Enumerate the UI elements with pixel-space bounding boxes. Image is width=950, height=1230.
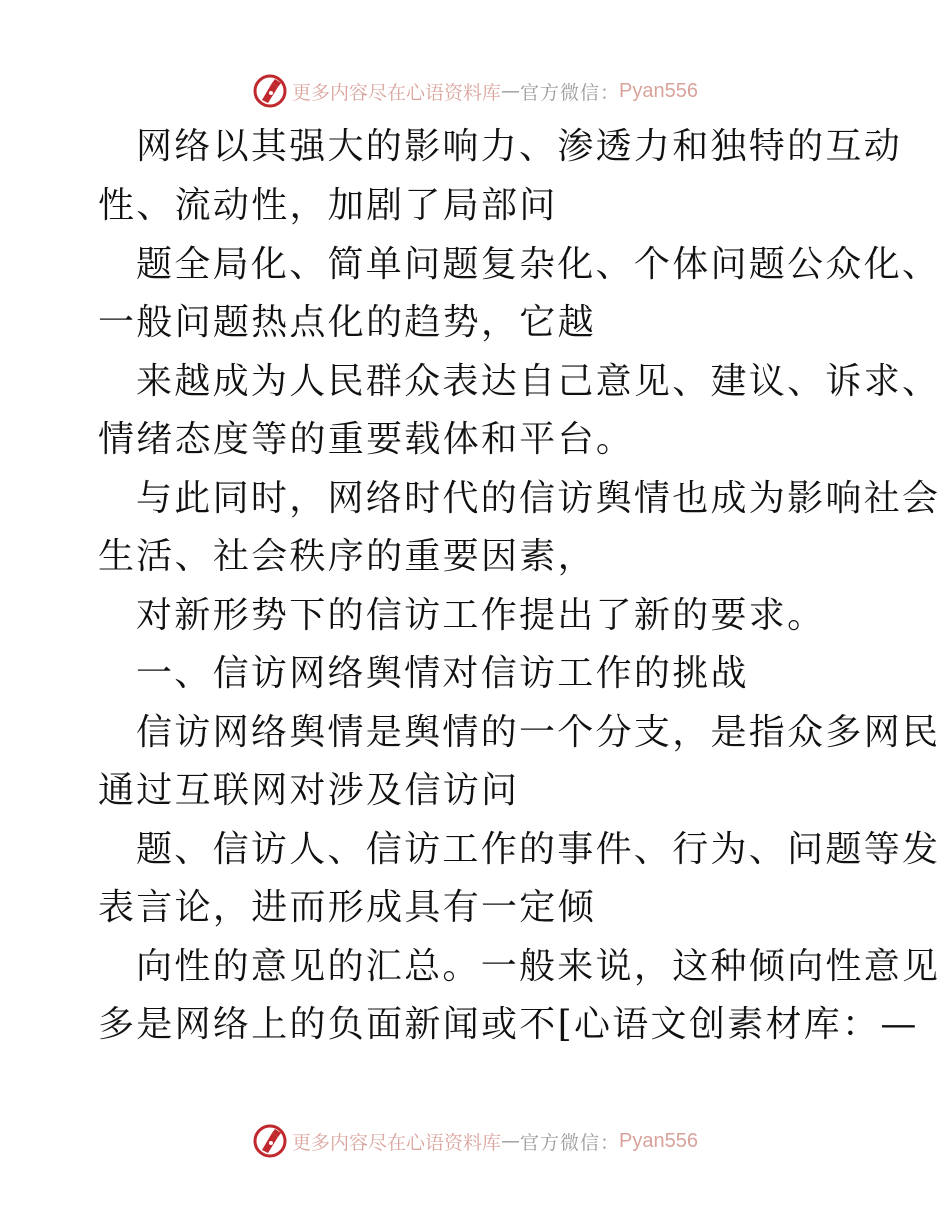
banner-wechat-id: Pyan556: [619, 79, 698, 102]
body-line: 情绪态度等的重要载体和平台。: [98, 419, 635, 460]
banner-wechat-label: 官方微信: [520, 1131, 601, 1154]
body-line: 与此同时，网络时代的信访舆情也成为影响社会: [136, 478, 941, 519]
body-line: 生活、社会秩序的重要因素，: [98, 536, 596, 577]
banner-wechat-label: 官方微信: [520, 81, 601, 104]
body-line: 一般问题热点化的趋势，它越: [98, 302, 596, 343]
body-line: 题、信访人、信访工作的事件、行为、问题等发: [136, 829, 941, 870]
body-line: 表言论，进而形成具有一定倾: [98, 887, 596, 928]
body-line: 来越成为人民群众表达自己意见、建议、诉求、: [136, 361, 941, 402]
banner-separator: ：: [600, 81, 620, 104]
footer-banner: [0, 1121, 950, 1161]
pen-nib-logo-icon: [252, 1123, 288, 1159]
body-line: 性、流动性，加剧了局部问: [98, 185, 558, 226]
body-line: 题全局化、简单问题复杂化、个体问题公众化、: [136, 244, 941, 285]
banner-dash: —: [501, 1130, 520, 1152]
body-line: 多是网络上的负面新闻或不[心语文创素材库：—: [98, 1004, 919, 1045]
section-heading: 一、信访网络舆情对信访工作的挑战: [136, 653, 749, 694]
body-line: 网络以其强大的影响力、渗透力和独特的互动: [136, 126, 903, 167]
banner-dash: —: [501, 80, 520, 102]
banner-wechat-id: Pyan556: [619, 1129, 698, 1152]
body-line: 通过互联网对涉及信访问: [98, 770, 520, 811]
body-line: 信访网络舆情是舆情的一个分支，是指众多网民: [136, 712, 941, 753]
banner-title: 更多内容尽在心语资料库: [291, 81, 501, 104]
banner-title: 更多内容尽在心语资料库: [291, 1131, 501, 1154]
body-line: 对新形势下的信访工作提出了新的要求。: [136, 595, 826, 636]
banner-separator: ：: [600, 1131, 620, 1154]
body-line: 向性的意见的汇总。一般来说，这种倾向性意见: [136, 946, 941, 987]
